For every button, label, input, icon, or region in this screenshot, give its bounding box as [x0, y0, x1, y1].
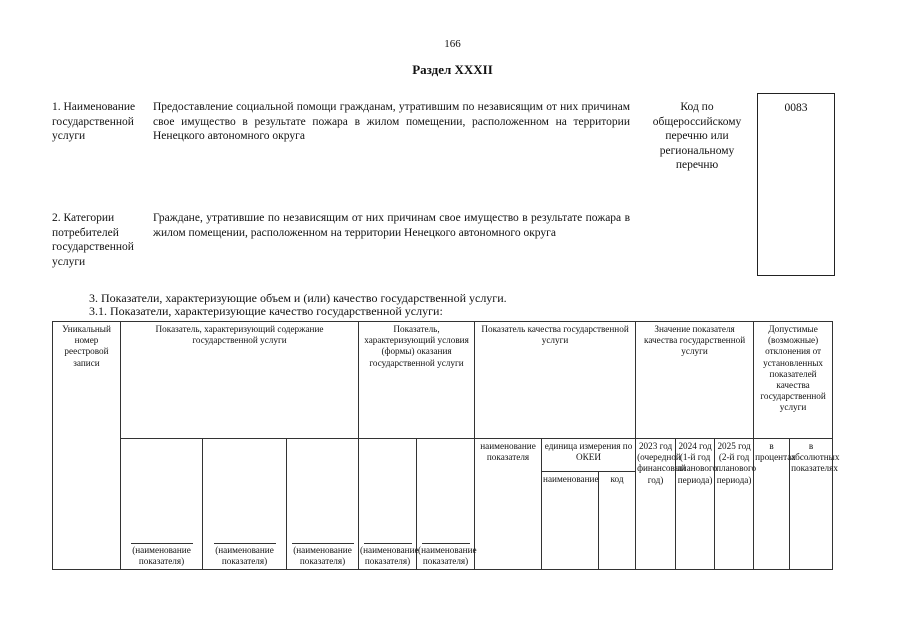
code-box	[757, 93, 835, 276]
condition-indicator-name-2: (наименование показателя)	[418, 544, 477, 566]
code-value: 0083	[784, 102, 808, 114]
condition-indicator-name-1: (наименование показателя)	[360, 544, 419, 566]
content-indicator-name-3: (наименование показателя)	[293, 544, 352, 566]
consumers-label: 2. Категории потребителей государственной услуги	[52, 212, 134, 268]
service-label: 1. Наименование государственной услуги	[52, 101, 136, 142]
header-year-2024: 2024 год (1-й год планового периода)	[676, 439, 715, 570]
header-conditions-indicator: Показатель, характеризующий условия (формы) оказания государственной услуги	[359, 322, 475, 439]
header-indicator-value: Значение показателя качества государственной услуги	[636, 322, 754, 439]
quality-table	[52, 321, 840, 570]
content-indicator-name-1: (наименование показателя)	[132, 544, 191, 566]
page-number: 166	[444, 38, 461, 50]
header-quality-indicator: Показатель качества государственной услуги	[475, 322, 636, 439]
content-indicator-name-2: (наименование показателя)	[215, 544, 274, 566]
header-content-indicator: Показатель, характеризующий содержание государственной услуги	[121, 322, 359, 439]
header-year-2023: 2023 год (очередной финансовый год)	[636, 439, 676, 570]
section-title: Раздел XXXII	[412, 62, 493, 77]
service-value: Предоставление социальной помощи гражданам, утратившим по независящим от них причинам свое имущество в результате пожара в жилом помещении, расположенном на территории Ненецкого автономного округа	[153, 101, 630, 142]
header-unique-number: Уникальный номер реестровой записи	[53, 322, 121, 570]
header-indicator-name: наименование показателя	[475, 439, 542, 570]
paragraph-3: 3. Показатели, характеризующие объем и (или) качество государственной услуги.	[89, 291, 507, 305]
header-deviation-absolute: в абсолютных показателях	[790, 439, 833, 570]
consumers-value: Граждане, утратившие по независящим от них причинам свое имущество в результате пожара в жилом помещении, расположенном на территории Ненецкого автономного округа	[153, 212, 630, 239]
code-label: Код по общероссийскому перечню или региональному перечню	[652, 101, 742, 171]
header-deviation: Допустимые (возможные) отклонения от установленных показателей качества государственной услуги	[754, 322, 833, 439]
paragraph-3-1: 3.1. Показатели, характеризующие качество государственной услуги:	[89, 304, 443, 318]
header-deviation-percent: в процентах	[754, 439, 790, 570]
header-unit-name: наименование	[542, 472, 599, 570]
header-unit-code: код	[599, 472, 636, 570]
header-year-2025: 2025 год (2-й год планового периода)	[715, 439, 754, 570]
header-unit-okei: единица измерения по ОКЕИ	[542, 439, 636, 472]
